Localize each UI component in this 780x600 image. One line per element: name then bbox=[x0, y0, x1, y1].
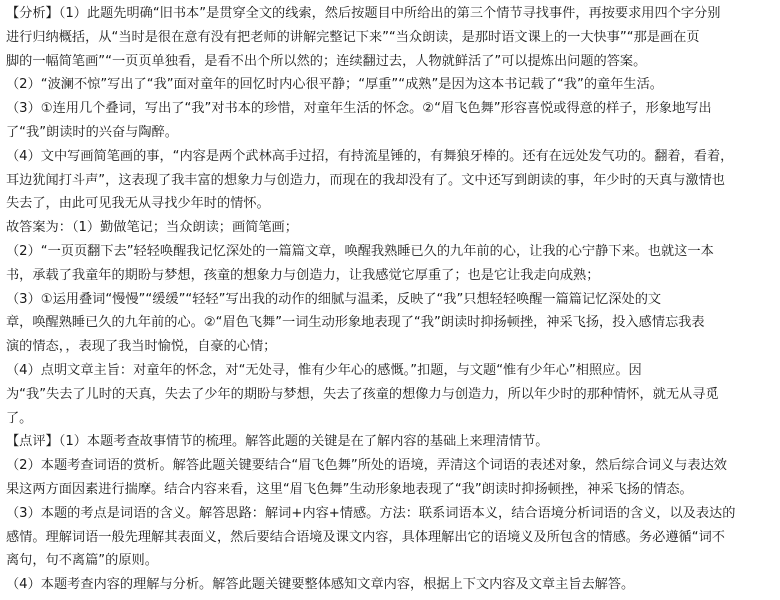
text-line: 章，唤醒熟睡已久的九年前的心。②“眉色飞舞”一词生动形象地表现了“我”朗读时抑扬顿挫，神采飞扬，投入感情忘我表 bbox=[6, 315, 705, 331]
text-line: 为“我”失去了儿时的天真，失去了少年的期盼与梦想，失去了孩童的想像力与创造力，所以年少时的那种情怀，就无从寻觅 bbox=[6, 386, 719, 402]
text-line: 离句，句不离篇”的原则。 bbox=[6, 553, 158, 569]
text-line: 果这两方面因素进行揣摩。结合内容来看，这里“眉飞色舞”生动形象地表现了“我”朗读时抑扬顿挫，神采飞扬的情态。 bbox=[6, 481, 693, 497]
text-line: （4）文中写画简笔画的事，“内容是两个武林高手过招，有持流星锤的，有舞狼牙棒的。还有在远处发气功的。翻着，看着， bbox=[6, 148, 734, 164]
text-line: （2）“波澜不惊”写出了“我”面对童年的回忆时内心很平静；“厚重”“成熟”是因为这本书记载了“我”的童年生活。 bbox=[6, 77, 663, 93]
text-line: （3）①连用几个叠词，写出了“我”对书本的珍惜，对童年生活的怀念。②“眉飞色舞”形容喜悦或得意的样子，形象地写出 bbox=[6, 101, 712, 117]
text-line: （2）“一页页翻下去”轻轻唤醒我记忆深处的一篇篇文章，唤醒我熟睡已久的九年前的心，让我的心宁静下来。也就这一本 bbox=[6, 243, 714, 259]
text-line: 了“我”朗读时的兴奋与陶醉。 bbox=[6, 124, 178, 140]
text-line: 了。 bbox=[6, 410, 33, 426]
text-line: 进行归纳概括，从“当时是很在意有没有把老师的讲解完整记下来”“当众朗读，是那时语文课上的一大快事”“那是画在页 bbox=[6, 29, 700, 45]
text-line: 脚的一幅简笔画”“一页页单独看，是看不出个所以然的；连续翻过去，人物就鲜活了”可以提炼出问题的答案。 bbox=[6, 53, 647, 69]
text-line: （2）本题考查词语的赏析。解答此题关键要结合“眉飞色舞”所处的语境，弄清这个词语的表述对象，然后综合词义与表达效 bbox=[6, 458, 727, 474]
text-line: 失去了，由此可见我无从寻找少年时的情怀。 bbox=[6, 196, 270, 212]
text-line: （4）点明文章主旨：对童年的怀念，对“无处寻，惟有少年心的感慨。”扣题，与文题“惟有少年心”相照应。因 bbox=[6, 362, 642, 378]
text-line: 【点评】（1）本题考查故事情节的梳理。解答此题的关键是在了解内容的基础上来理清情节。 bbox=[6, 434, 549, 450]
text-line: 耳边犹闻打斗声”，这表现了我丰富的想象力与创造力，而现在的我却没有了。文中还写到朗读的事，年少时的天真与激情也 bbox=[6, 172, 725, 188]
text-line: （3）①运用叠词“慢慢”“缓缓”“轻轻”写出我的动作的细腻与温柔，反映了“我”只想轻轻唤醒一篇篇记忆深处的文 bbox=[6, 291, 662, 307]
text-line: 感情。理解词语一般先理解其表面义，然后要结合语境及课文内容，具体理解出它的语境义及所包含的情感。务必遵循“词不 bbox=[6, 529, 725, 545]
text-line: 演的情态，，表现了我当时愉悦，自豪的心情； bbox=[6, 339, 277, 355]
text-line: 故答案为：（1）勤做笔记；当众朗读；画简笔画； bbox=[6, 220, 298, 236]
text-line: 【分析】（1）此题先明确“旧书本”是贯穿全文的线索，然后按题目中所给出的第三个情节寻找事件，再按要求用四个字分别 bbox=[6, 6, 721, 21]
text-line: 书，承载了我童年的期盼与梦想，孩童的想象力与创造力，让我感觉它厚重了；也是它让我走向成熟； bbox=[6, 267, 600, 283]
text-line: （3）本题的考点是词语的含义。解答思路：解词+内容+情感。方法：联系词语本义，结合语境分析词语的含义，以及表达的 bbox=[6, 505, 736, 521]
text-line: （4）本题考查内容的理解与分析。解答此题关键要整体感知文章内容，根据上下文内容及文章主旨去解答。 bbox=[6, 577, 635, 593]
